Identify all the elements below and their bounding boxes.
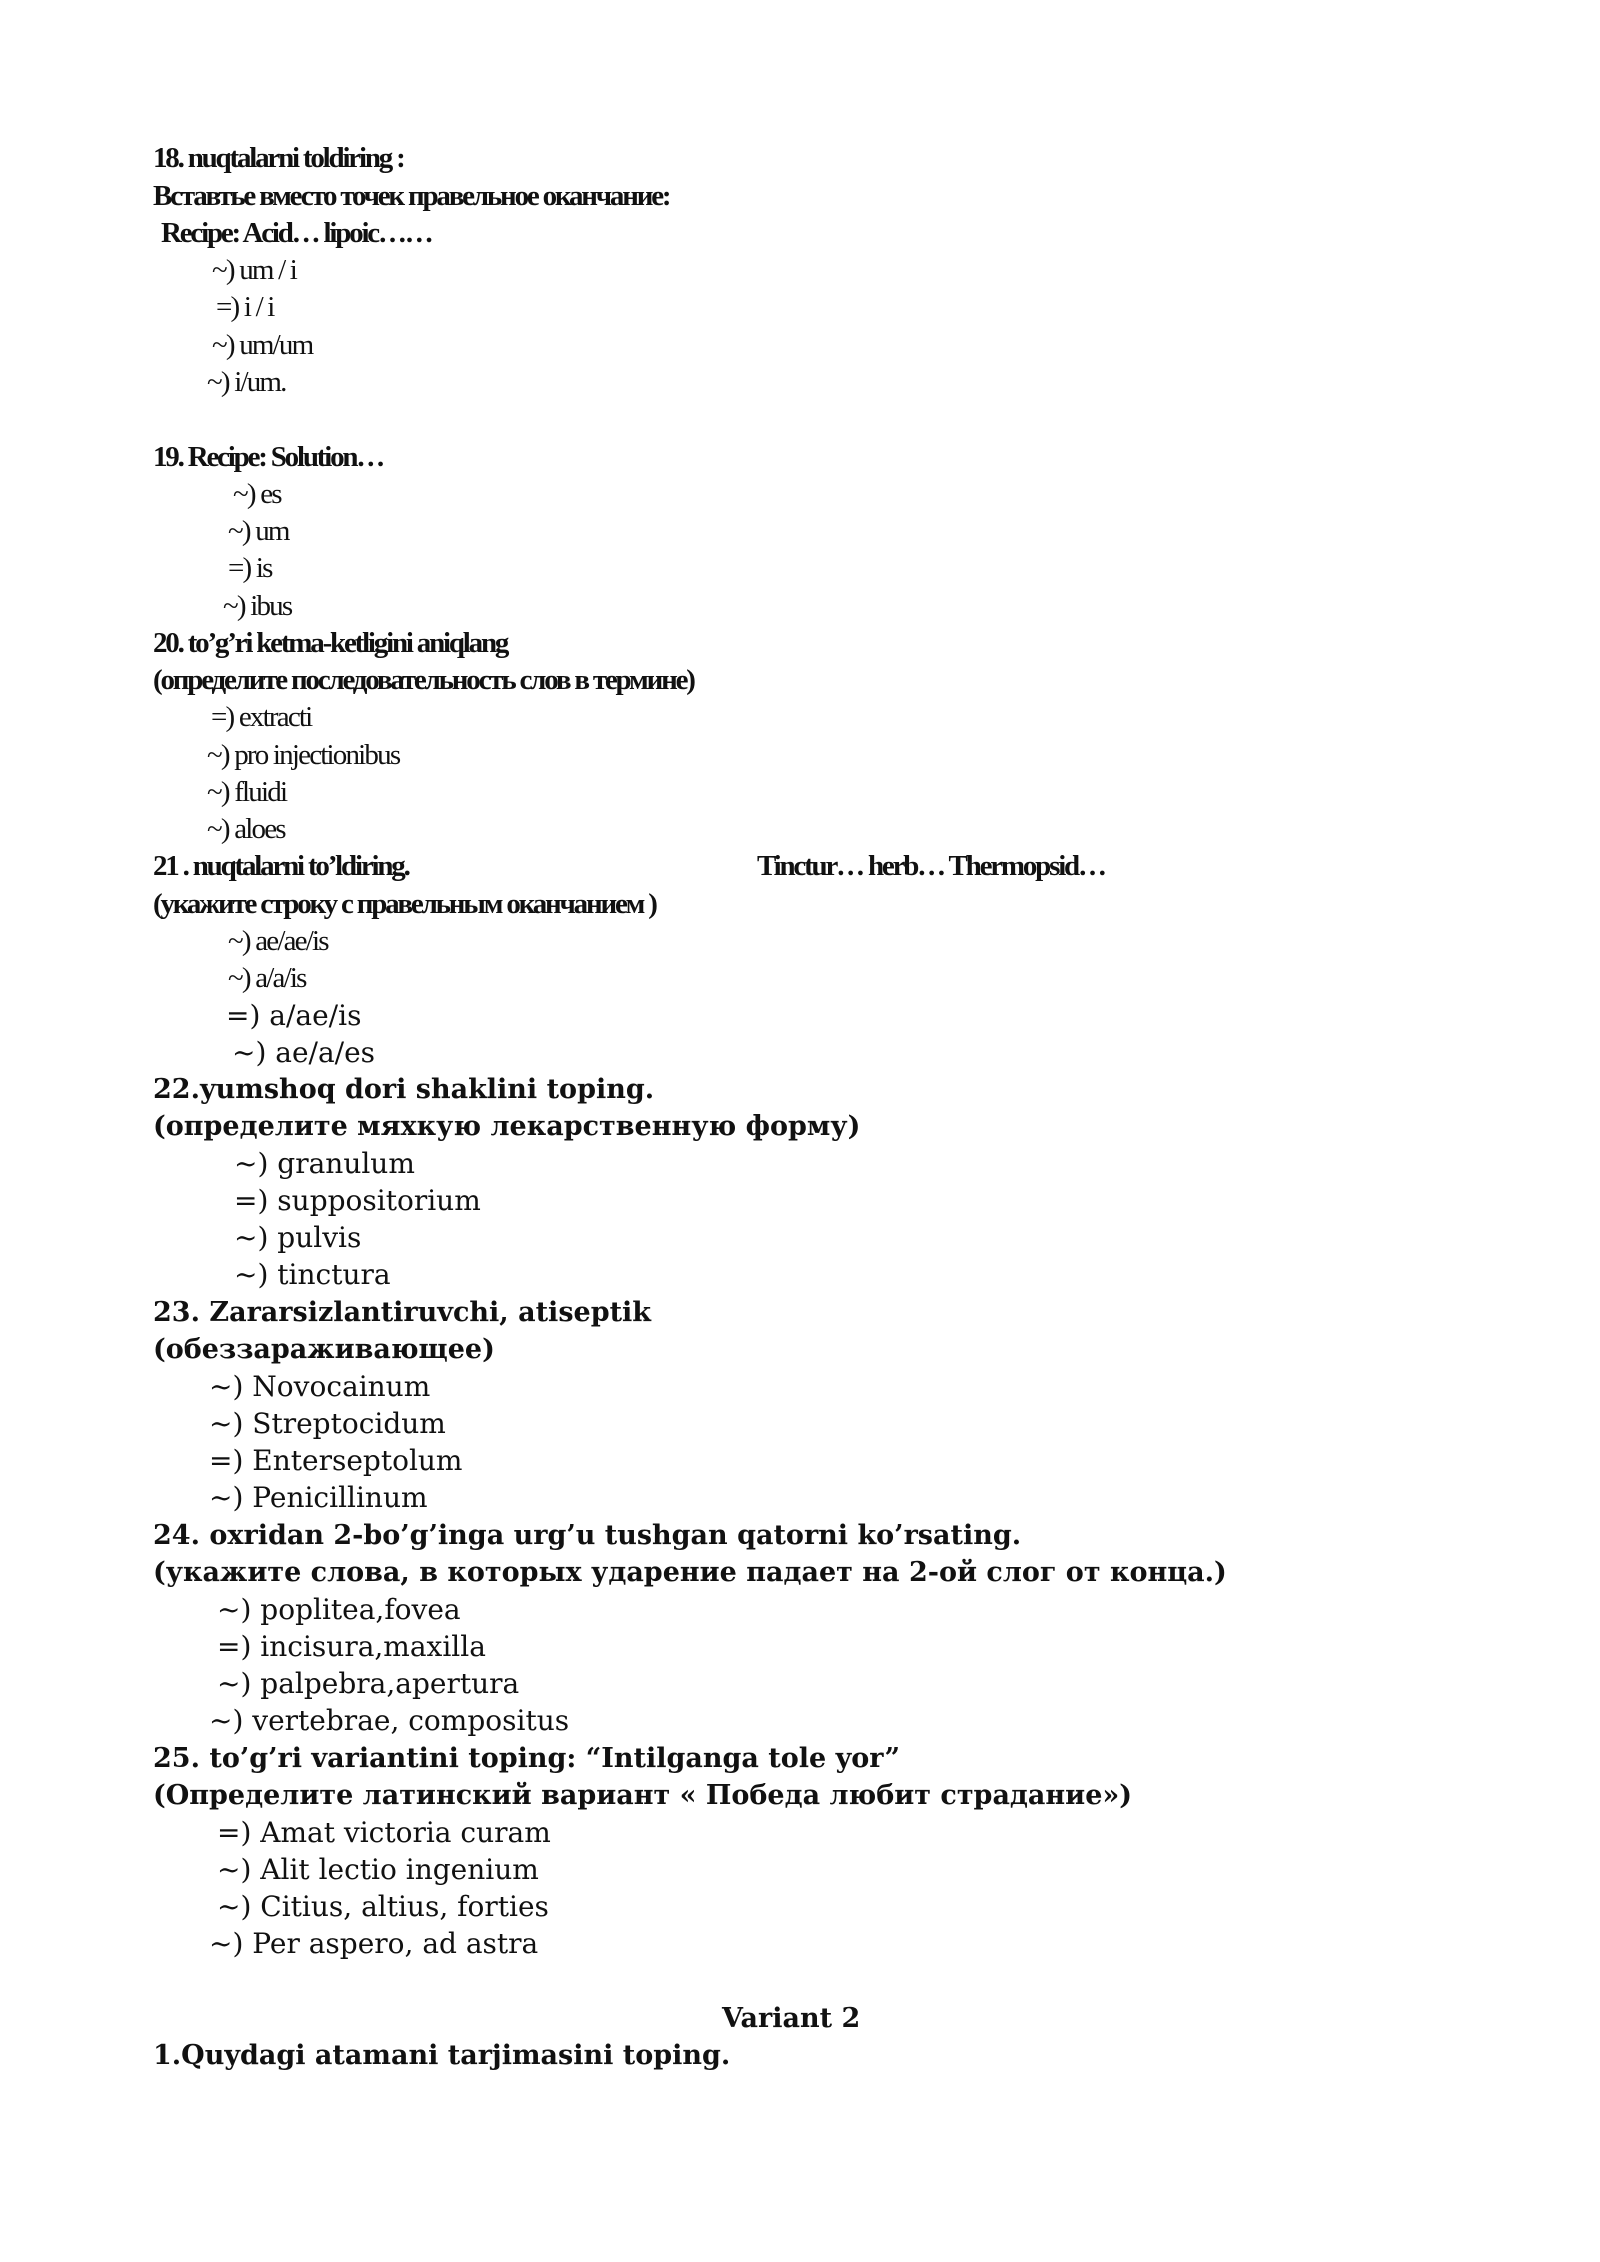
question-text: 19. Recipe: Solution… [153,441,384,473]
answer-option: =) suppositorium [234,1184,481,1217]
answer-option: ~) ae/a/es [232,1036,376,1069]
answer-option: ~) ibus [223,590,292,622]
answer-option: ~) Streptocidum [209,1407,446,1440]
answer-option: ~) Per aspero, ad astra [209,1927,539,1960]
answer-option: ~) um/um [212,329,313,361]
answer-option: ~) poplitea,fovea [217,1593,461,1626]
question-text: 18. nuqtalarni toldiring : [153,142,404,174]
answer-option: ~) ae/ae/is [228,925,328,957]
question-text: (укажите слова, в которых ударение падает на 2-ой слог от конца.) [153,1557,1227,1588]
question-text: Variant 2 [722,2003,861,2034]
answer-option: ~) Alit lectio ingenium [217,1853,539,1886]
question-text: (Определите латинский вариант « Победа любит страдание») [153,1780,1133,1811]
question-text: 1.Quydagi atamani tarjimasini toping. [153,2040,731,2071]
question-text: (укажите строку с правельным оканчанием ) [153,888,656,920]
answer-option: ~) fluidi [207,776,287,808]
question-text: (обеззараживающее) [153,1334,495,1365]
question-text: Tinctur… herb… Thermopsid… [757,850,1105,882]
question-text: 22.yumshoq dori shaklini toping. [153,1074,655,1105]
answer-option: =) Amat victoria curam [217,1816,551,1849]
question-text: Recipe: Acid… lipoic…… [161,217,432,249]
answer-option: =) a/ae/is [226,999,362,1032]
question-text: 20. to’g’ri ketma-ketligini aniqlang [153,627,508,659]
answer-option: ~) pulvis [234,1221,362,1254]
question-text: (определите последовательность слов в термине) [153,664,694,696]
answer-option: =) incisura,maxilla [217,1630,486,1663]
question-text: 23. Zararsizlantiruvchi, atiseptik [153,1297,652,1328]
answer-option: =) is [228,552,272,584]
answer-option: ~) i/um. [207,366,286,398]
answer-option: ~) um [228,515,289,547]
question-text: 24. oxridan 2-bo’g’inga urg’u tushgan qatorni ko’rsating. [153,1520,1022,1551]
answer-option: ~) palpebra,apertura [217,1667,520,1700]
answer-option: ~) es [233,478,281,510]
answer-option: =) i / i [216,291,274,323]
answer-option: =) extracti [211,701,312,733]
answer-option: ~) Citius, altius, forties [217,1890,549,1923]
answer-option: ~) um / i [212,254,297,286]
question-text: 21 . nuqtalarni to’ldiring. [153,850,409,882]
answer-option: ~) a/a/is [228,962,306,994]
question-text: 25. to’g’ri variantini toping: “Intilganga tole yor” [153,1743,901,1774]
answer-option: =) Enterseptolum [209,1444,463,1477]
answer-option: ~) vertebrae, compositus [209,1704,570,1737]
answer-option: ~) Novocainum [209,1370,431,1403]
answer-option: ~) tinctura [234,1258,391,1291]
question-text: Вставтье вместо точек правельное оканчание: [153,180,670,212]
answer-option: ~) pro injectionibus [207,739,400,771]
answer-option: ~) aloes [207,813,285,845]
question-text: (определите мяхкую лекарственную форму) [153,1111,861,1142]
answer-option: ~) Penicillinum [209,1481,428,1514]
answer-option: ~) granulum [234,1147,415,1180]
